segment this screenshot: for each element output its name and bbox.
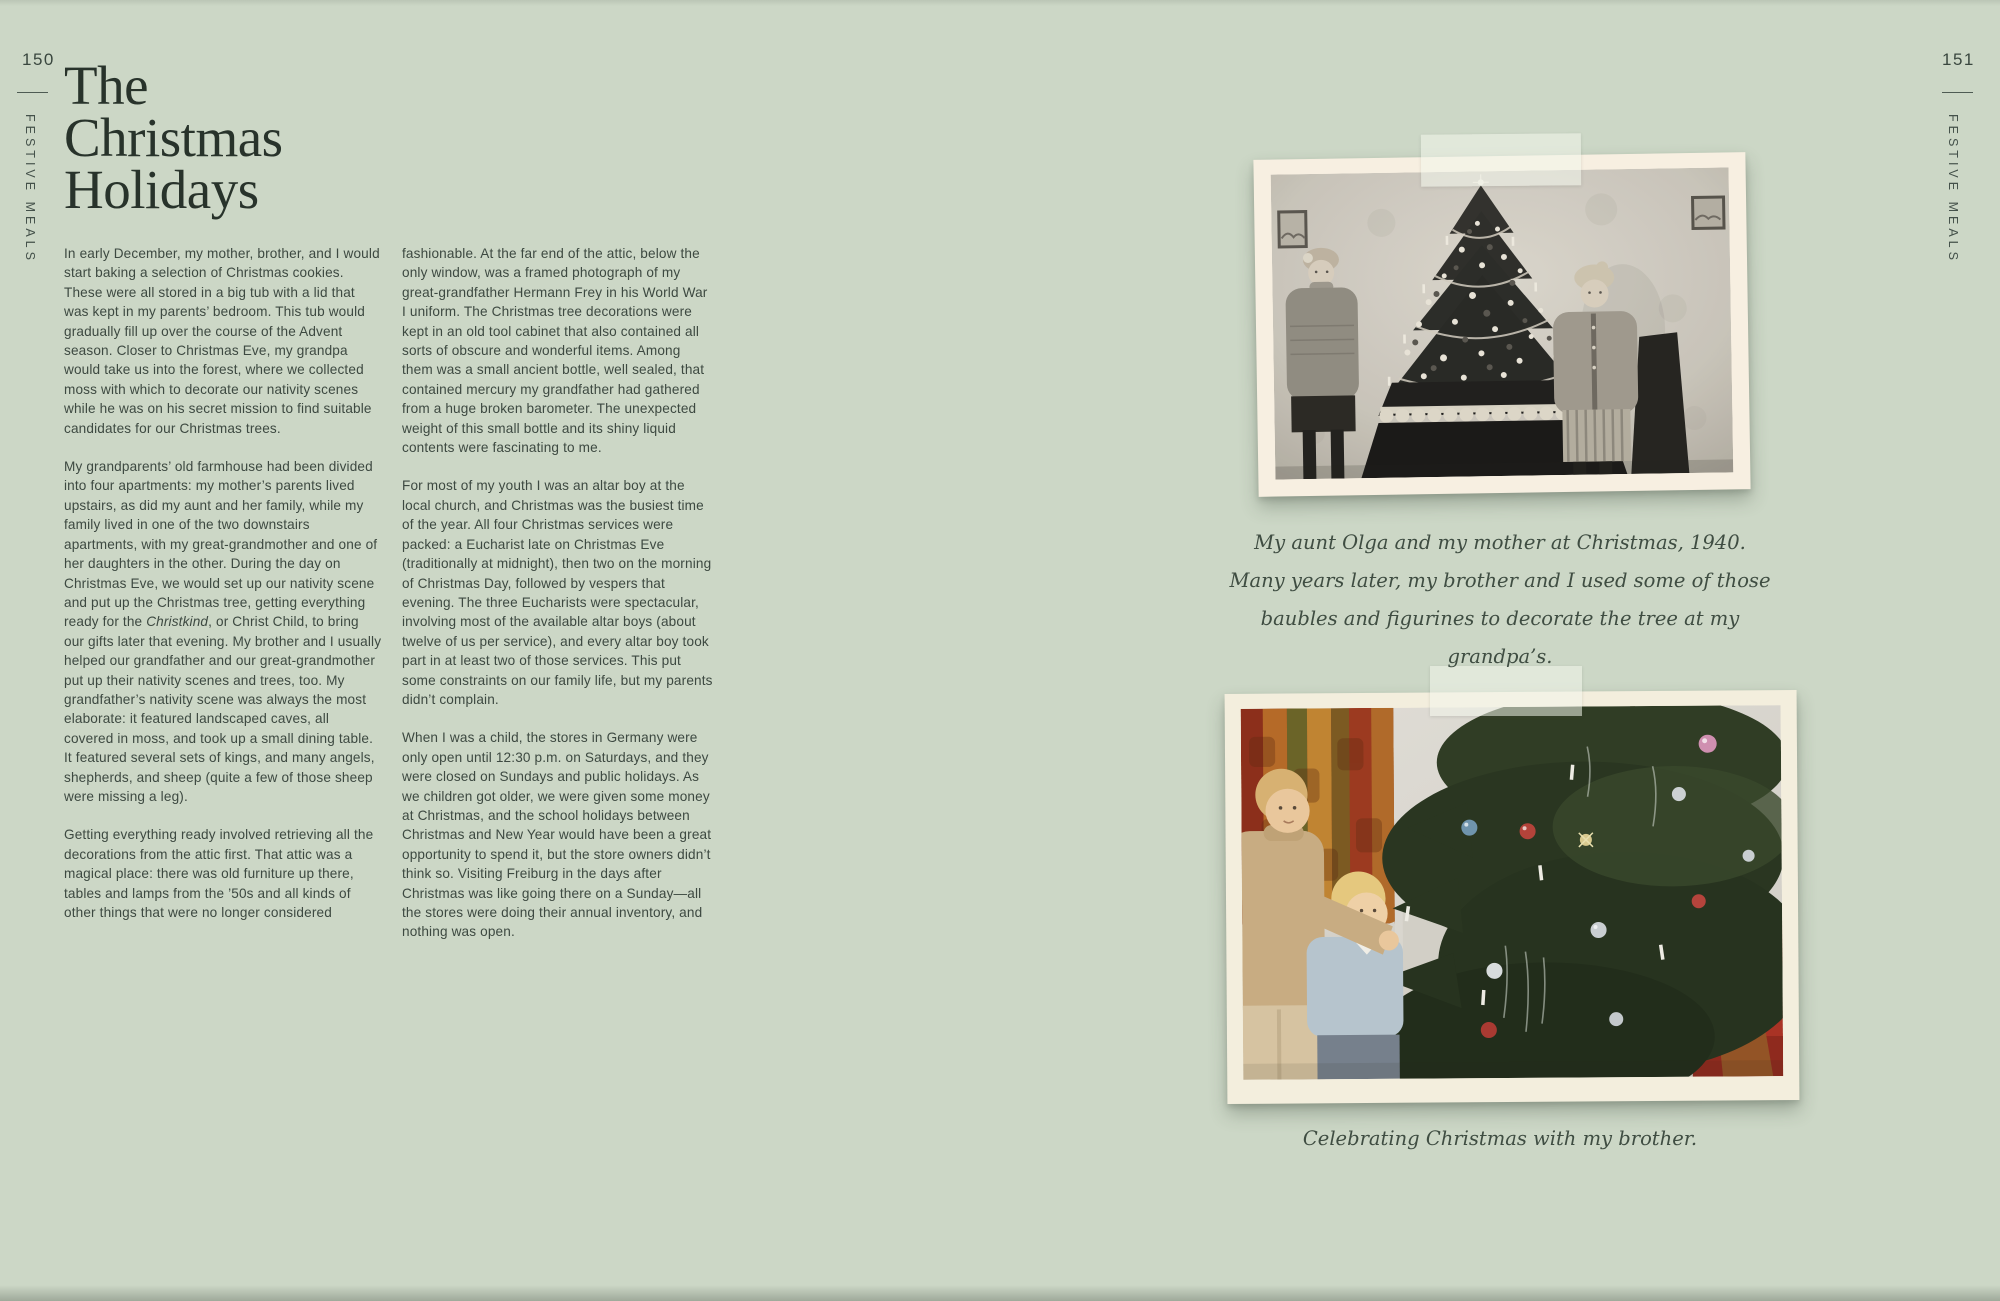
chapter-title-line-1: The xyxy=(64,55,149,116)
photo2-caption-line: Celebrating Christmas with my brother. xyxy=(1302,1127,1698,1150)
right-section-label: FESTIVE MEALS xyxy=(1946,114,1960,264)
photo1-caption-line-2: Many years later, my brother and I used some of those xyxy=(1229,569,1771,592)
photo-color-scene xyxy=(1241,705,1784,1080)
chapter-title-line-3: Holidays xyxy=(64,159,259,220)
paragraph-4: fashionable. At the far end of the attic, below the only window, was a framed photograph of my great-grandfather Hermann Frey in his World War I uniform. The Christmas tree decorations were kept in an old tool cabinet that also contained all sorts of obscure and wonderful items. Among them was a small ancient bottle, well sealed, that contained mercury my grandfather had gathered from a huge broken barometer. The unexpected weight of this small bottle and its shiny liquid contents were fascinating to me. xyxy=(402,246,708,456)
left-margin-rule xyxy=(17,92,48,93)
italic-term-christkind: Christkind xyxy=(146,614,209,630)
photo1-caption-line-1: My aunt Olga and my mother at Christmas, 1940. xyxy=(1254,531,1746,554)
right-page-number: 151 xyxy=(1942,50,1975,69)
paragraph-5: For most of my youth I was an altar boy at the local church, and Christmas was the busiest time of the year. All four Christmas services were packed: a Eucharist late on Christmas Eve (traditionally at midnight), then two on the morning of Christmas Day, followed by vespers that evening. The three Eucharists were spectacular, involving most of the available altar boys (about twelve of us per service), and every altar boy took part in at least two of those services. This put some constraints on our family life, but my parents didn’t complain. xyxy=(402,478,713,707)
photo2-caption xyxy=(1225,1120,1775,1158)
photo-bw-scene xyxy=(1271,167,1734,479)
photo1-caption xyxy=(1225,524,1775,676)
photo1-caption-line-3: baubles and figurines to decorate the tree at my grandpa’s. xyxy=(1260,607,1740,668)
photo-color-brothers xyxy=(1225,690,1800,1104)
paragraph-2 xyxy=(64,457,382,806)
text-column-2 xyxy=(402,244,714,961)
paragraph-6: When I was a child, the stores in Germany were only open until 12:30 p.m. on Saturdays, and they were closed on Sundays and public holidays. As we children got older, we were given some money at Christmas, and the school holidays between Christmas and New Year would have been a great opportunity to spend it, but the store owners didn’t think so. Visiting Freiburg in the days after Christmas was like going there on a Sunday—all the stores were doing their annual inventory, and nothing was open. xyxy=(402,730,712,940)
paragraph-2-post: , or Christ Child, to bring our gifts later that evening. My brother and I usually helped our grandfather and our great-grandmother put up their nativity scenes and trees, too. My grandfather’s nativity scene was always the most elaborate: it featured landscaped caves, all covered in moss, and took up a small dining table. It featured several sets of kings, and many angels, shepherds, and sheep (quite a few of those sheep were missing a leg). xyxy=(64,614,382,804)
paragraph-2-pre: My grandparents’ old farmhouse had been divided into four apartments: my mother’s parents lived upstairs, as did my aunt and her family, while my family lived in one of the two downstairs apartments, with my great-grandmother and one of her daughters in the other. During the day on Christmas Eve, we would set up our nativity scene and put up the Christmas tree, getting everything ready for the xyxy=(64,459,378,630)
photo-bw-christmas-1940 xyxy=(1253,152,1750,497)
left-section-label: FESTIVE MEALS xyxy=(23,114,37,264)
tape-top-photo xyxy=(1421,133,1581,186)
paragraph-3: Getting everything ready involved retrieving all the decorations from the attic first. That attic was a magical place: there was old furniture up there, tables and lamps from the ’50s and all kinds of other things that were no longer considered xyxy=(64,827,374,920)
right-margin-rule xyxy=(1942,92,1973,93)
sepia-tint xyxy=(1271,167,1734,479)
chapter-title-line-2: Christmas xyxy=(64,107,283,168)
chapter-title xyxy=(64,55,283,220)
left-page-number: 150 xyxy=(22,50,55,69)
paragraph-1: In early December, my mother, brother, and I would start baking a selection of Christmas cookies. These were all stored in a big tub with a lid that was kept in my parents’ bedroom. This tub would gradually fill up over the course of the Advent season. Closer to Christmas Eve, my grandpa would take us into the forest, where we collected moss with which to decorate our nativity scenes while he was on his secret mission to find suitable candidates for our Christmas trees. xyxy=(64,246,380,436)
text-column-1 xyxy=(64,244,382,941)
